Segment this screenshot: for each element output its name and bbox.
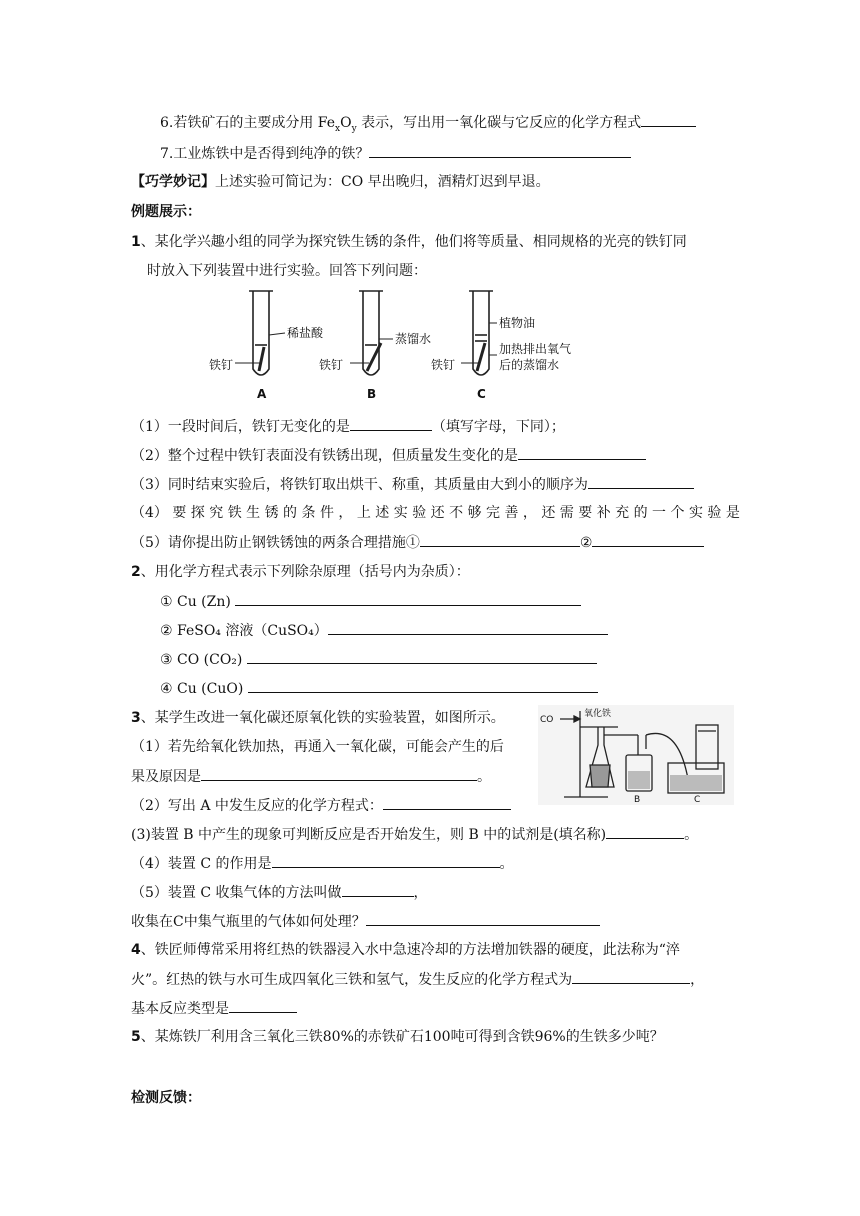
- example-3-part-6: [131, 911, 600, 932]
- q6-tail: 表示，写出用一氧化碳与它反应的化学方程式: [356, 115, 642, 131]
- answer-blank[interactable]: [229, 998, 297, 1013]
- e3-p1-end: 。: [477, 769, 491, 785]
- e1-text-a: 、某化学兴趣小组的同学为探究铁生锈的条件，他们将等质量、相同规格的光亮的铁钉同: [140, 234, 687, 250]
- e2-item-label: ③ CO (CO₂): [160, 652, 243, 668]
- answer-blank[interactable]: [592, 532, 704, 547]
- label-nail-c: 铁钉: [431, 358, 456, 372]
- e2-item-label: ② FeSO₄ 溶液（CuSO₄）: [160, 623, 328, 639]
- q6-o: O: [340, 115, 352, 131]
- example-2: [131, 562, 470, 582]
- example-1-part-2: [131, 445, 646, 466]
- e5-text: 、某炼铁厂利用含三氧化三铁80%的赤铁矿石100吨可得到含铁96%的生铁多少吨？: [140, 1029, 664, 1045]
- example-1-line-1: [131, 232, 687, 252]
- answer-blank[interactable]: [272, 853, 500, 868]
- example-1-part-3: [131, 474, 694, 495]
- answer-blank[interactable]: [606, 824, 684, 839]
- example-number: 3: [131, 710, 141, 726]
- e2-text: 、用化学方程式表示下列除杂原理（括号内为杂质）：: [140, 564, 470, 580]
- example-4-line-1: [131, 940, 680, 960]
- label-nail-a: 铁钉: [209, 358, 234, 372]
- e3-p4-text: （4）装置 C 的作用是: [131, 856, 272, 872]
- example-1-part-1: [131, 416, 565, 437]
- answer-blank[interactable]: [328, 620, 608, 635]
- example-1-part-5: [131, 532, 704, 553]
- e3-p3-text: (3)装置 B 中产生的现象可判断反应是否开始发生，则 B 中的试剂是(填名称): [131, 827, 607, 843]
- tube-label-a: A: [257, 387, 267, 401]
- e1-p5-text: （5）请你提出防止钢铁锈蚀的两条合理措施①: [131, 535, 420, 551]
- q6-sub-x: x: [335, 123, 341, 134]
- example-5: [131, 1027, 664, 1047]
- memory-tip: [131, 172, 550, 192]
- answer-blank[interactable]: [420, 532, 580, 547]
- example-3-part-2: [131, 795, 511, 816]
- e3-p1-text: 果及原因是: [131, 769, 201, 785]
- example-2-item-4: [160, 678, 598, 699]
- answer-blank[interactable]: [350, 416, 432, 431]
- e3-p2-text: （2）写出 A 中发生反应的化学方程式：: [131, 798, 383, 814]
- answer-blank[interactable]: [641, 112, 696, 127]
- example-3-part-4: [131, 853, 514, 874]
- e1-p5-mark: ②: [579, 535, 593, 551]
- question-6: [160, 112, 696, 139]
- section-feedback: 检测反馈：: [131, 1090, 201, 1106]
- label-hydrochloric-acid: 稀盐酸: [287, 326, 324, 340]
- e1-p1-tail: （填写字母，下同）；: [431, 419, 565, 435]
- tip-text: 上述实验可简记为：CO 早出晚归，酒精灯迟到早退。: [215, 174, 550, 190]
- answer-blank[interactable]: [235, 591, 581, 606]
- example-2-item-2: [160, 620, 608, 641]
- example-4-line-3: [131, 998, 297, 1019]
- example-2-item-3: [160, 649, 597, 670]
- example-number: 1: [131, 234, 141, 250]
- label-nail-b: 铁钉: [319, 358, 344, 372]
- label-vegetable-oil: 植物油: [499, 316, 536, 330]
- section-examples: 例题展示：: [131, 204, 201, 220]
- e4-text-a: 、铁匠师傅常采用将红热的铁器浸入水中急速冷却的方法增加铁器的硬度，此法称为“淬: [140, 942, 680, 958]
- tip-label: 【巧学妙记】: [131, 174, 215, 190]
- e1-p1-text: （1）一段时间后，铁钉无变化的是: [131, 419, 350, 435]
- e3-p5-end: ，: [413, 885, 428, 901]
- e1-p3-text: （3）同时结束实验后，将铁钉取出烘干、称重，其质量由大到小的顺序为: [131, 477, 588, 493]
- e1-p2-text: （2）整个过程中铁钉表面没有铁锈出现，但质量发生变化的是: [131, 448, 518, 464]
- answer-blank[interactable]: [572, 969, 690, 984]
- answer-blank[interactable]: [201, 766, 477, 781]
- label-c: C: [694, 795, 701, 805]
- label-heated-water-2: 后的蒸馏水: [499, 358, 560, 372]
- e3-p3-end: 。: [684, 827, 699, 843]
- example-1-line-2: 时放入下列装置中进行实验。回答下列问题：: [147, 263, 427, 279]
- answer-blank[interactable]: [366, 911, 600, 926]
- label-distilled-water: 蒸馏水: [395, 332, 432, 346]
- example-4-line-2: [131, 969, 704, 990]
- answer-blank[interactable]: [518, 445, 646, 460]
- answer-blank[interactable]: [588, 474, 694, 489]
- answer-blank[interactable]: [248, 678, 598, 693]
- question-7: [160, 143, 631, 164]
- q7-text: 7.工业炼铁中是否得到纯净的铁？: [160, 146, 370, 162]
- e4-text-c: 基本反应类型是: [131, 1001, 229, 1017]
- example-3: [131, 708, 505, 728]
- example-2-item-1: [160, 591, 581, 612]
- test-tube-figure: [205, 283, 605, 413]
- label-iron-oxide: 氧化铁: [584, 709, 612, 719]
- example-3-part-5: [131, 882, 428, 903]
- answer-blank[interactable]: [383, 795, 511, 810]
- e2-item-label: ① Cu (Zn): [160, 594, 231, 610]
- answer-blank[interactable]: [369, 143, 631, 158]
- label-heated-water-1: 加热排出氧气: [499, 342, 572, 356]
- tube-label-c: C: [477, 387, 486, 401]
- nail-a: [259, 347, 264, 371]
- example-number: 2: [131, 564, 141, 580]
- example-number: 4: [131, 942, 141, 958]
- q6-sub-y: y: [351, 123, 357, 134]
- answer-blank[interactable]: [342, 882, 414, 897]
- example-1-part-4: （4） 要 探 究 铁 生 锈 的 条 件 ， 上 述 实 验 还 不 够 完 善 ， 还 需 要 补 充 的 一 个 实 验 是: [131, 505, 740, 521]
- e3-p4-end: 。: [499, 856, 514, 872]
- example-3-part-1b: [131, 766, 491, 787]
- label-b: B: [634, 795, 641, 805]
- e3-text: 、某学生改进一氧化碳还原氧化铁的实验装置，如图所示。: [140, 710, 505, 726]
- apparatus-figure: [538, 705, 734, 805]
- example-3-part-1a: （1）若先给氧化铁加热，再通入一氧化碳，可能会产生的后: [131, 739, 504, 755]
- e3-p5-text: （5）装置 C 收集气体的方法叫做: [131, 885, 342, 901]
- e2-item-label: ④ Cu (CuO): [160, 681, 244, 697]
- tube-label-b: B: [367, 387, 377, 401]
- example-3-part-3: [131, 824, 698, 845]
- label-co: CO: [540, 715, 554, 725]
- e4-text-b-end: ，: [690, 972, 705, 988]
- nail-c: [477, 343, 485, 371]
- answer-blank[interactable]: [247, 649, 597, 664]
- example-number: 5: [131, 1029, 141, 1045]
- e3-p6-text: 收集在C中集气瓶里的气体如何处理？: [131, 914, 366, 930]
- e4-text-b: 火”。红热的铁与水可生成四氧化三铁和氢气，发生反应的化学方程式为: [131, 972, 573, 988]
- q6-text: 6.若铁矿石的主要成分用 Fe: [160, 115, 336, 131]
